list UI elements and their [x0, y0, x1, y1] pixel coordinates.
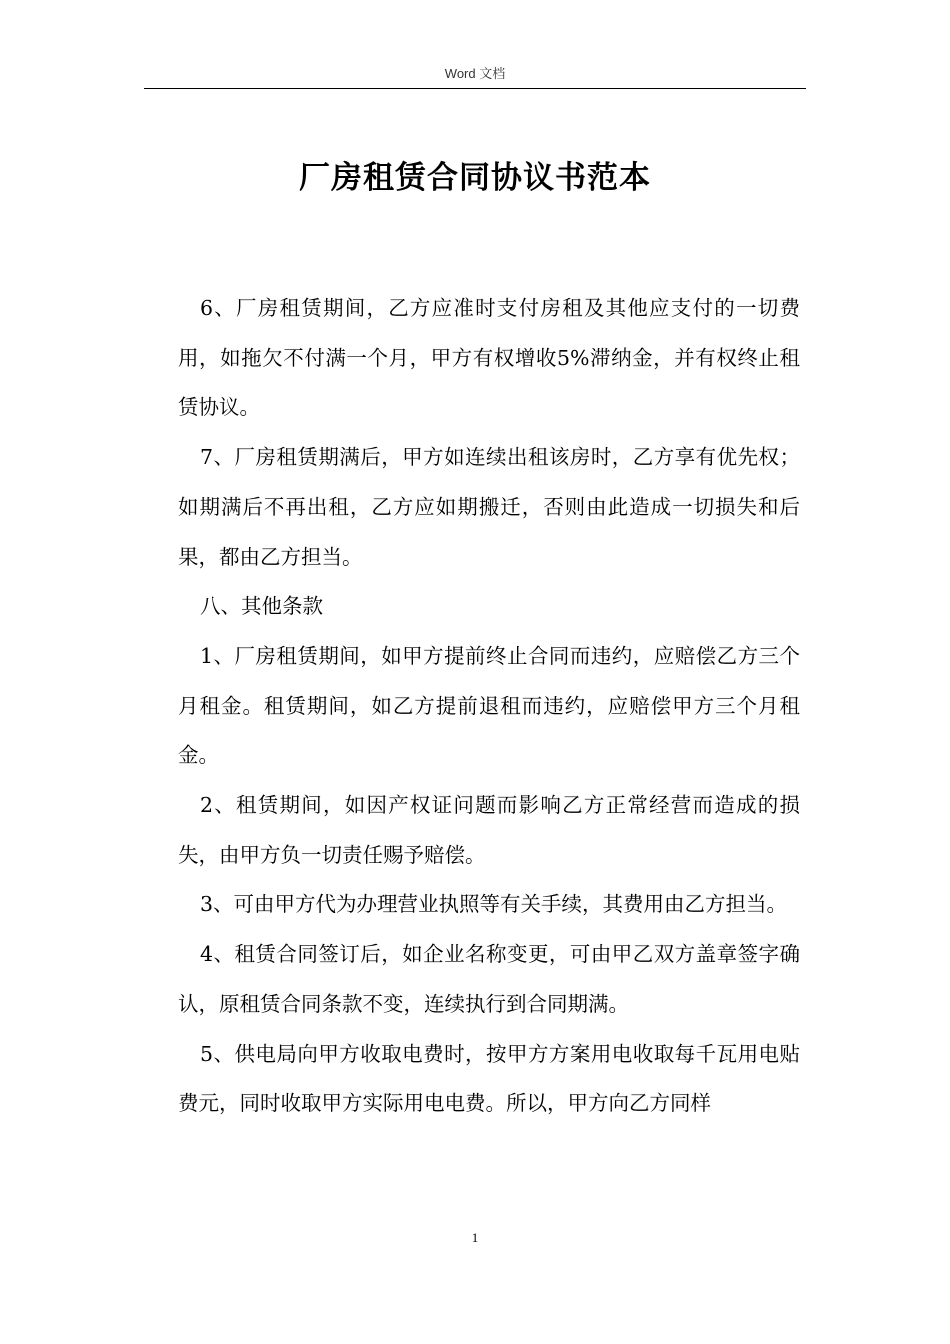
section-heading-other-terms: 八、其他条款	[200, 594, 323, 619]
paragraph-other-5: 5、供电局向甲方收取电费时，按甲方方案用电收取每千瓦用电贴费元，同时收取甲方实际用电电费。所以，甲方向乙方同样	[178, 1041, 800, 1116]
document-body	[178, 284, 800, 1129]
page-number: 1	[471, 1230, 479, 1245]
paragraph-other-3: 3、可由甲方代为办理营业执照等有关手续，其费用由乙方担当。	[200, 892, 788, 917]
paragraph-other-4: 4、租赁合同签订后，如企业名称变更，可由甲乙双方盖章签字确认，原租赁合同条款不变，连续执行到合同期满。	[178, 942, 800, 1016]
paragraph-other-1: 1、厂房租赁期间，如甲方提前终止合同而违约，应赔偿乙方三个月租金。租赁期间，如乙方提前退租而违约，应赔偿甲方三个月租金。	[178, 643, 800, 768]
document-title: 厂房租赁合同协议书范本	[299, 160, 651, 196]
page-header: Word 文档	[444, 66, 506, 81]
paragraph-clause-6: 6、厂房租赁期间，乙方应准时支付房租及其他应支付的一切费用，如拖欠不付满一个月，甲方有权增收5%滞纳金，并有权终止租赁协议。	[178, 296, 800, 420]
paragraph-other-2: 2、租赁期间，如因产权证问题而影响乙方正常经营而造成的损失，由甲方负一切责任赐予赔偿。	[178, 793, 800, 867]
paragraph-clause-7: 7、厂房租赁期满后，甲方如连续出租该房时，乙方享有优先权；如期满后不再出租，乙方应如期搬迁，否则由此造成一切损失和后果，都由乙方担当。	[178, 445, 800, 569]
header-divider	[144, 88, 806, 89]
